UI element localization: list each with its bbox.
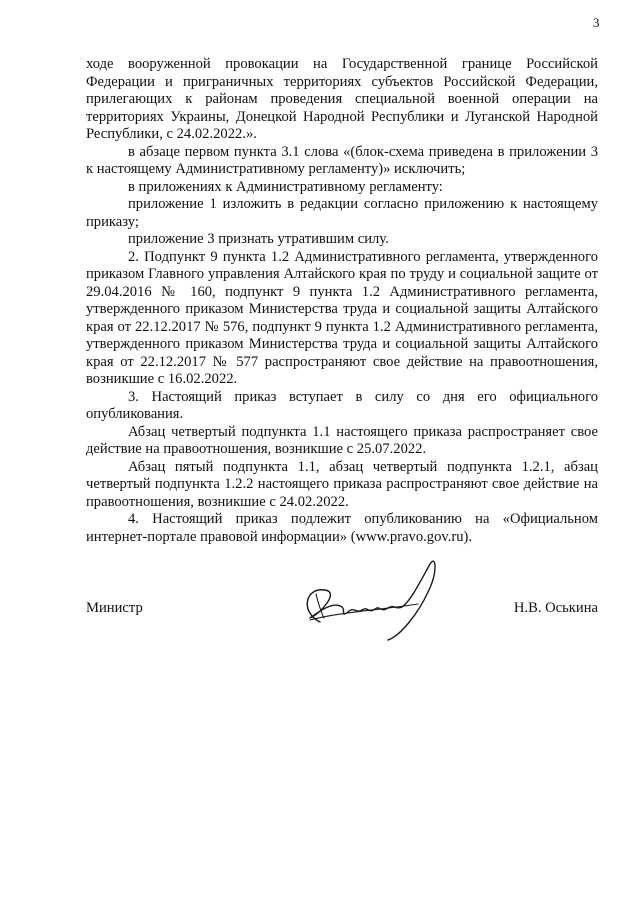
paragraph-item-3: 3. Настоящий приказ вступает в силу со дня его официального опубликования. xyxy=(86,388,598,422)
signature-block xyxy=(86,600,598,620)
paragraph-continuation: ходе вооруженной провокации на Государственной границе Российской Федерации и приграничных территориях субъектов Российской Федерации, прилегающих к районам проведения специальной военной операции на территориях Украины, Донецкой Народной Республики и Луганской Народной Республики, с 24.02.2022.». xyxy=(86,56,598,142)
document-body xyxy=(86,56,598,546)
paragraph-appendix-1: приложение 1 изложить в редакции согласно приложению к настоящему приказу; xyxy=(86,196,598,230)
page-number: 3 xyxy=(593,15,600,30)
paragraph-item-3-abzac-4: Абзац четвертый подпункта 1.1 настоящего приказа распространяет свое действие на правоотношения, возникшие с 25.07.2022. xyxy=(86,423,598,457)
signatory-name: Н.В. Оськина xyxy=(513,600,598,616)
paragraph-appendices-intro: в приложениях к Административному регламенту: xyxy=(128,178,443,195)
handwritten-signature xyxy=(280,552,450,642)
paragraph-item-2: 2. Подпункт 9 пункта 1.2 Административного регламента, утвержденного приказом Главного управления Алтайского края по труду и социальной защите от 29.04.2016 № 160, подпункт 9 пункта 1.2 Административного регламента, утвержденного приказом Министерства труда и социальной защиты Алтайского края от 22.12.2017 № 576, подпункт 9 пункта 1.2 Административного регламента, утвержденного приказом Министерства труда и социальной защиты Алтайского края от 22.12.2017 № 577 распространяют свое действие на правоотношения, возникшие с 16.02.2022. xyxy=(86,248,598,387)
paragraph-appendix-3: приложение 3 признать утратившим силу. xyxy=(128,231,389,247)
paragraph-item-3-abzac-5: Абзац пятый подпункта 1.1, абзац четвертый подпункта 1.2.1, абзац четвертый подпункта 1.2.2 настоящего приказа распространяют свое действие на правоотношения, возникшие с 24.02.2022. xyxy=(86,458,598,510)
paragraph-clause-3-1: в абзаце первом пункта 3.1 слова «(блок-схема приведена в приложении 3 к настоящему Административному регламенту)» исключить; xyxy=(86,143,598,177)
paragraph-item-4: 4. Настоящий приказ подлежит опубликованию на «Официальном интернет-портале правовой информации» (www.pravo.gov.ru). xyxy=(86,511,598,545)
signatory-title: Министр xyxy=(86,600,143,616)
